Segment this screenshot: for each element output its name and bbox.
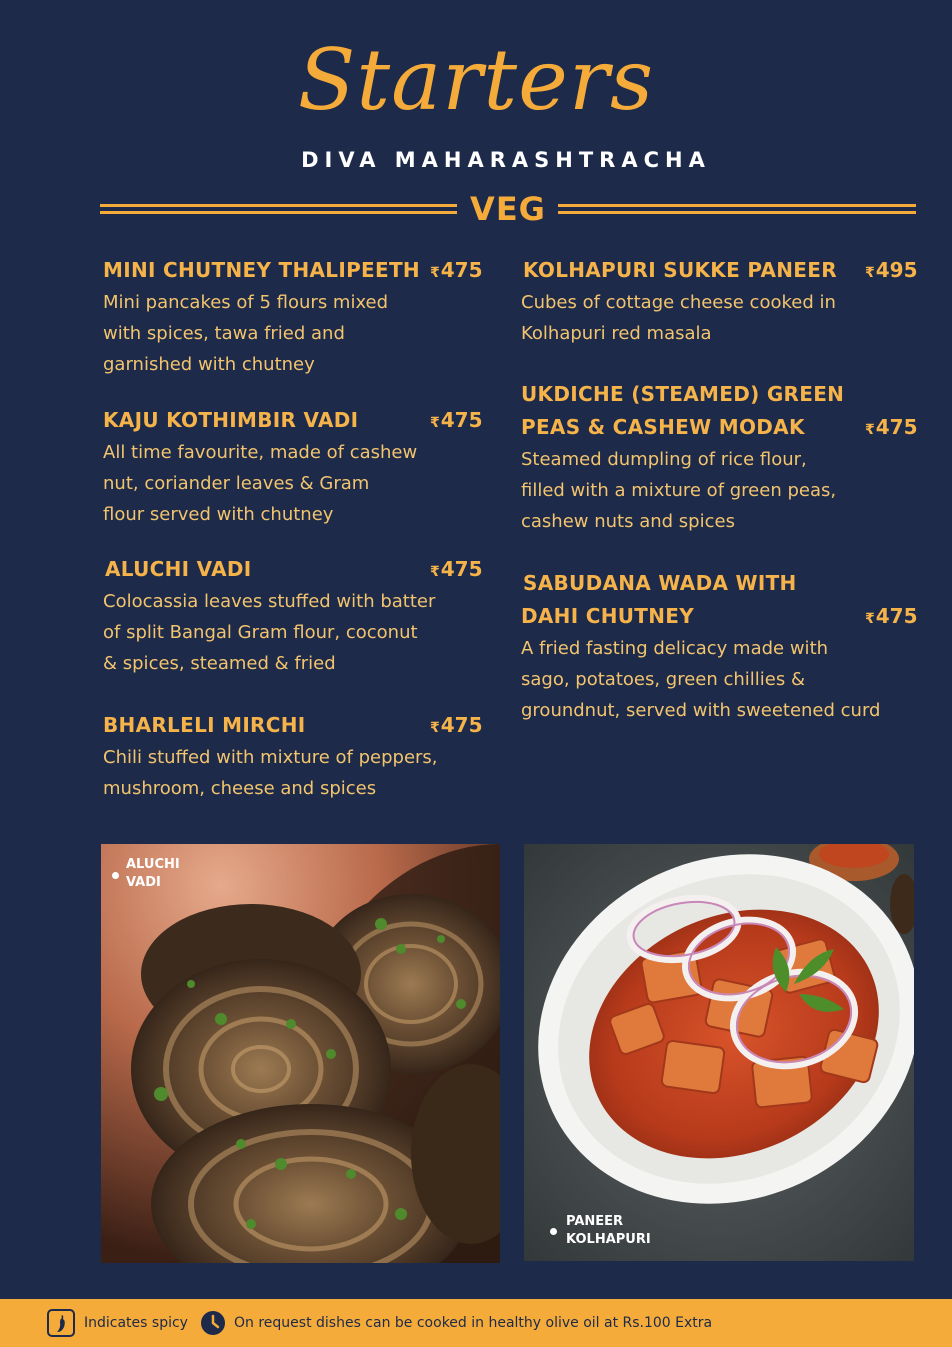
menu-item [103,254,483,380]
item-price: ₹475 [430,557,483,581]
menu-item [103,709,483,804]
label-dot [112,872,119,879]
item-name: MINI CHUTNEY THALIPEETH [103,258,420,282]
item-name: KOLHAPURI SUKKE PANEER [523,258,837,282]
item-price: ₹475 [865,415,918,439]
spicy-note [47,1299,188,1347]
item-name: KAJU KOTHIMBIR VADI [103,408,359,432]
item-price: ₹475 [430,408,483,432]
item-price: ₹475 [865,604,918,628]
item-name: UKDICHE (STEAMED) GREEN PEAS & CASHEW MODAK [521,382,845,439]
label-dot [550,1228,557,1235]
item-name: SABUDANA WADA WITH DAHI CHUTNEY [521,571,797,628]
divider-left [100,204,457,214]
menu-item [521,567,919,726]
menu-item [521,254,919,349]
menu-item [103,553,483,679]
olive-oil-note [200,1299,712,1347]
item-price: ₹475 [430,713,483,737]
item-description: Cubes of cottage cheese cooked in Kolhapuri red masala [521,292,836,344]
paneer-kolhapuri-image [524,844,914,1261]
item-description: Chili stuffed with mixture of peppers, mushroom, cheese and spices [103,747,438,799]
menu-item [521,378,919,537]
item-name: ALUCHI VADI [105,557,252,581]
item-name: BHARLELI MIRCHI [103,713,306,737]
section-header [100,190,916,230]
item-description: All time favourite, made of cashew nut, coriander leaves & Gram flour served with chutney [103,442,418,525]
item-description: Steamed dumpling of rice flour, filled with a mixture of green peas, cashew nuts and spices [521,449,837,532]
footer-bar [0,1299,952,1347]
divider-right [558,204,916,214]
section-title: VEG [470,190,546,228]
menu-item [103,404,483,530]
photo-label: PANEER KOLHAPURI [566,1214,651,1247]
item-price: ₹475 [430,258,483,282]
photo-label: ALUCHI VADI [126,857,180,890]
spicy-note-text: Indicates spicy [84,1315,188,1331]
aluchi-vadi-image [101,844,500,1263]
item-description: A fried fasting delicacy made with sago, potatoes, green chillies & groundnut, served with sweetened curd [521,638,881,721]
item-description: Colocassia leaves stuffed with batter of split Bangal Gram flour, coconut & spices, steamed & fried [103,591,436,674]
clock-icon [200,1310,226,1336]
olive-oil-note-text: On request dishes can be cooked in healthy olive oil at Rs.100 Extra [234,1315,713,1331]
chili-icon [47,1309,75,1337]
paneer-kolhapuri-photo [524,844,914,1261]
item-price: ₹495 [865,258,918,282]
aluchi-vadi-photo [101,844,500,1263]
item-description: Mini pancakes of 5 flours mixed with spices, tawa fried and garnished with chutney [103,292,389,375]
restaurant-subtitle: DIVA MAHARASHTRACHA [301,148,711,172]
page-title: Starters [297,31,655,129]
